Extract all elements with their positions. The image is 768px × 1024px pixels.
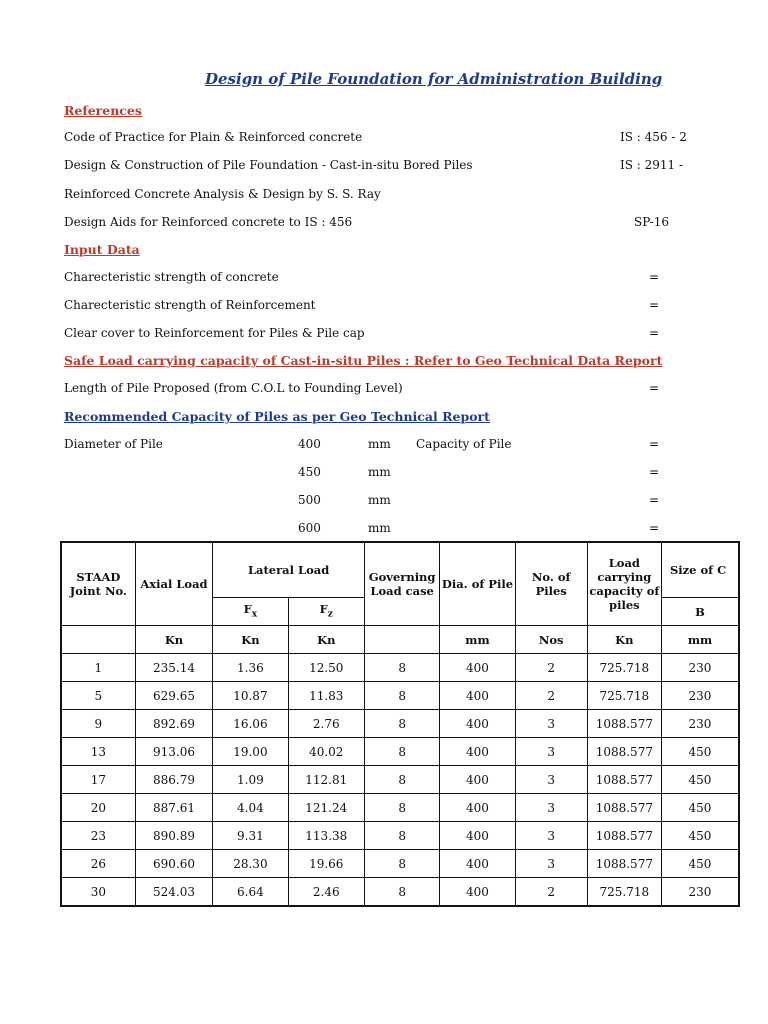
table-cell: 3 <box>515 766 587 794</box>
recommended-heading: Recommended Capacity of Piles as per Geo Technical Report <box>64 409 490 424</box>
reference-code: IS : 456 - 2 <box>620 130 687 144</box>
page-title: Design of Pile Foundation for Administration Building <box>205 70 663 88</box>
table-cell: 121.24 <box>288 794 364 822</box>
table-cell: 3 <box>515 738 587 766</box>
table-cell: 10.87 <box>213 682 288 710</box>
table-cell: 400 <box>440 822 515 850</box>
table-cell: 8 <box>364 738 439 766</box>
header-lateral-load: Lateral Load <box>213 542 365 598</box>
table-cell: 886.79 <box>135 766 212 794</box>
table-cell: 8 <box>364 822 439 850</box>
table-cell: 400 <box>440 794 515 822</box>
safe-load-text: Length of Pile Proposed (from C.O.L to Founding Level) <box>64 381 403 395</box>
table-cell: 2 <box>515 682 587 710</box>
table-row <box>61 822 739 850</box>
table-cell: 890.89 <box>135 822 212 850</box>
table-cell: 725.718 <box>587 878 661 907</box>
table-cell: 9.31 <box>213 822 288 850</box>
pile-design-table <box>60 541 740 907</box>
input-row <box>0 326 768 346</box>
table-row <box>61 794 739 822</box>
unit-cell: Kn <box>213 626 288 654</box>
equals-sign: = <box>649 326 660 340</box>
unit-label: mm <box>368 521 391 535</box>
header-pile-diameter: Dia. of Pile <box>440 542 515 626</box>
reference-code: SP-16 <box>634 215 669 229</box>
header-size-of-cap: Size of C <box>661 542 739 598</box>
equals-sign: = <box>649 270 660 284</box>
table-cell: 5 <box>61 682 135 710</box>
table-cell: 450 <box>661 850 739 878</box>
fz-subscript: z <box>327 609 333 620</box>
unit-cell: Kn <box>135 626 212 654</box>
reference-row <box>0 158 768 178</box>
input-row <box>0 298 768 318</box>
table-cell: 887.61 <box>135 794 212 822</box>
header-governing-load-case: Governing Load case <box>364 542 439 626</box>
table-cell: 913.06 <box>135 738 212 766</box>
table-cell: 1088.577 <box>587 822 661 850</box>
equals-sign: = <box>649 465 660 479</box>
reference-text: Reinforced Concrete Analysis & Design by S. S. Ray <box>64 187 381 201</box>
table-cell: 19.00 <box>213 738 288 766</box>
table-cell: 400 <box>440 654 515 682</box>
header-joint: STAAD Joint No. <box>61 542 135 626</box>
reference-text: Design Aids for Reinforced concrete to IS : 456 <box>64 215 353 229</box>
table-cell: 17 <box>61 766 135 794</box>
references-heading: References <box>64 103 142 118</box>
fx-label: F <box>243 601 252 616</box>
table-cell: 26 <box>61 850 135 878</box>
table-cell: 1088.577 <box>587 710 661 738</box>
input-text: Charecteristic strength of concrete <box>64 270 279 284</box>
equals-sign: = <box>649 521 660 535</box>
table-cell: 1.36 <box>213 654 288 682</box>
pile-diameter-row <box>0 521 768 541</box>
table-cell: 450 <box>661 822 739 850</box>
table-cell: 2 <box>515 878 587 907</box>
table-cell: 230 <box>661 682 739 710</box>
table-row <box>61 682 739 710</box>
table-cell: 400 <box>440 682 515 710</box>
unit-cell <box>61 626 135 654</box>
pile-diameter-row <box>0 437 768 457</box>
pile-diameter-label: Diameter of Pile <box>64 437 163 451</box>
input-text: Charecteristic strength of Reinforcement <box>64 298 316 312</box>
header-fz <box>288 598 364 626</box>
unit-cell <box>364 626 439 654</box>
pile-diameter-value: 500 <box>298 493 321 507</box>
reference-text: Design & Construction of Pile Foundation - Cast-in-situ Bored Piles <box>64 158 473 172</box>
table-cell: 1.09 <box>213 766 288 794</box>
table-cell: 450 <box>661 766 739 794</box>
reference-row <box>0 130 768 150</box>
table-cell: 1 <box>61 654 135 682</box>
table-cell: 9 <box>61 710 135 738</box>
table-cell: 3 <box>515 710 587 738</box>
equals-sign: = <box>649 437 660 451</box>
table-cell: 23 <box>61 822 135 850</box>
table-cell: 8 <box>364 682 439 710</box>
pile-diameter-row <box>0 493 768 513</box>
table-cell: 450 <box>661 794 739 822</box>
pile-diameter-value: 400 <box>298 437 321 451</box>
table-cell: 112.81 <box>288 766 364 794</box>
table-cell: 16.06 <box>213 710 288 738</box>
unit-cell: Nos <box>515 626 587 654</box>
table-cell: 400 <box>440 878 515 907</box>
table-cell: 524.03 <box>135 878 212 907</box>
header-no-of-piles: No. of Piles <box>515 542 587 626</box>
table-cell: 13 <box>61 738 135 766</box>
table-cell: 400 <box>440 766 515 794</box>
table-cell: 6.64 <box>213 878 288 907</box>
table-row <box>61 850 739 878</box>
reference-row <box>0 187 768 207</box>
pile-diameter-row <box>0 465 768 485</box>
table-cell: 19.66 <box>288 850 364 878</box>
pile-diameter-value: 450 <box>298 465 321 479</box>
table-cell: 725.718 <box>587 682 661 710</box>
unit-label: mm <box>368 493 391 507</box>
table-cell: 400 <box>440 850 515 878</box>
table-cell: 8 <box>364 766 439 794</box>
unit-label: mm <box>368 465 391 479</box>
header-fx <box>213 598 288 626</box>
unit-cell: mm <box>661 626 739 654</box>
table-cell: 400 <box>440 710 515 738</box>
table-cell: 235.14 <box>135 654 212 682</box>
table-cell: 3 <box>515 850 587 878</box>
table-cell: 3 <box>515 822 587 850</box>
safe-load-heading: Safe Load carrying capacity of Cast-in-situ Piles : Refer to Geo Technical Data Report <box>64 353 663 368</box>
table-cell: 8 <box>364 794 439 822</box>
reference-code: IS : 2911 - <box>620 158 684 172</box>
equals-sign: = <box>649 298 660 312</box>
table-cell: 3 <box>515 794 587 822</box>
table-cell: 20 <box>61 794 135 822</box>
capacity-label: Capacity of Pile <box>416 437 512 451</box>
table-cell: 1088.577 <box>587 794 661 822</box>
unit-label: mm <box>368 437 391 451</box>
input-row <box>0 270 768 290</box>
table-cell: 113.38 <box>288 822 364 850</box>
fz-label: F <box>319 601 328 616</box>
table-cell: 12.50 <box>288 654 364 682</box>
table-row <box>61 878 739 907</box>
table-cell: 725.718 <box>587 654 661 682</box>
table-row <box>61 766 739 794</box>
table-cell: 11.83 <box>288 682 364 710</box>
table-cell: 450 <box>661 738 739 766</box>
table-cell: 2.76 <box>288 710 364 738</box>
table-body <box>61 654 739 907</box>
unit-cell: Kn <box>587 626 661 654</box>
pile-diameter-value: 600 <box>298 521 321 535</box>
fx-subscript: x <box>251 609 258 620</box>
header-b: B <box>661 598 739 626</box>
header-load-capacity: Load carrying capacity of piles <box>587 542 661 626</box>
table-cell: 8 <box>364 850 439 878</box>
table-cell: 892.69 <box>135 710 212 738</box>
table-cell: 4.04 <box>213 794 288 822</box>
table-cell: 1088.577 <box>587 850 661 878</box>
table-cell: 40.02 <box>288 738 364 766</box>
table-cell: 230 <box>661 654 739 682</box>
input-data-heading: Input Data <box>64 242 140 257</box>
unit-cell: mm <box>440 626 515 654</box>
reference-text: Code of Practice for Plain & Reinforced concrete <box>64 130 363 144</box>
equals-sign: = <box>649 381 660 395</box>
table-cell: 2.46 <box>288 878 364 907</box>
table-row <box>61 738 739 766</box>
table-cell: 8 <box>364 878 439 907</box>
table-cell: 8 <box>364 654 439 682</box>
table-cell: 690.60 <box>135 850 212 878</box>
table-row <box>61 710 739 738</box>
header-axial-load: Axial Load <box>135 542 212 626</box>
table-cell: 1088.577 <box>587 738 661 766</box>
input-text: Clear cover to Reinforcement for Piles & Pile cap <box>64 326 365 340</box>
pile-design-table-wrapper <box>60 541 760 907</box>
table-cell: 400 <box>440 738 515 766</box>
unit-cell: Kn <box>288 626 364 654</box>
safe-load-row <box>0 381 768 401</box>
table-cell: 2 <box>515 654 587 682</box>
table-cell: 230 <box>661 878 739 907</box>
table-cell: 8 <box>364 710 439 738</box>
table-cell: 1088.577 <box>587 766 661 794</box>
table-cell: 28.30 <box>213 850 288 878</box>
table-cell: 30 <box>61 878 135 907</box>
equals-sign: = <box>649 493 660 507</box>
reference-row <box>0 215 768 235</box>
table-cell: 629.65 <box>135 682 212 710</box>
table-cell: 230 <box>661 710 739 738</box>
table-row <box>61 654 739 682</box>
